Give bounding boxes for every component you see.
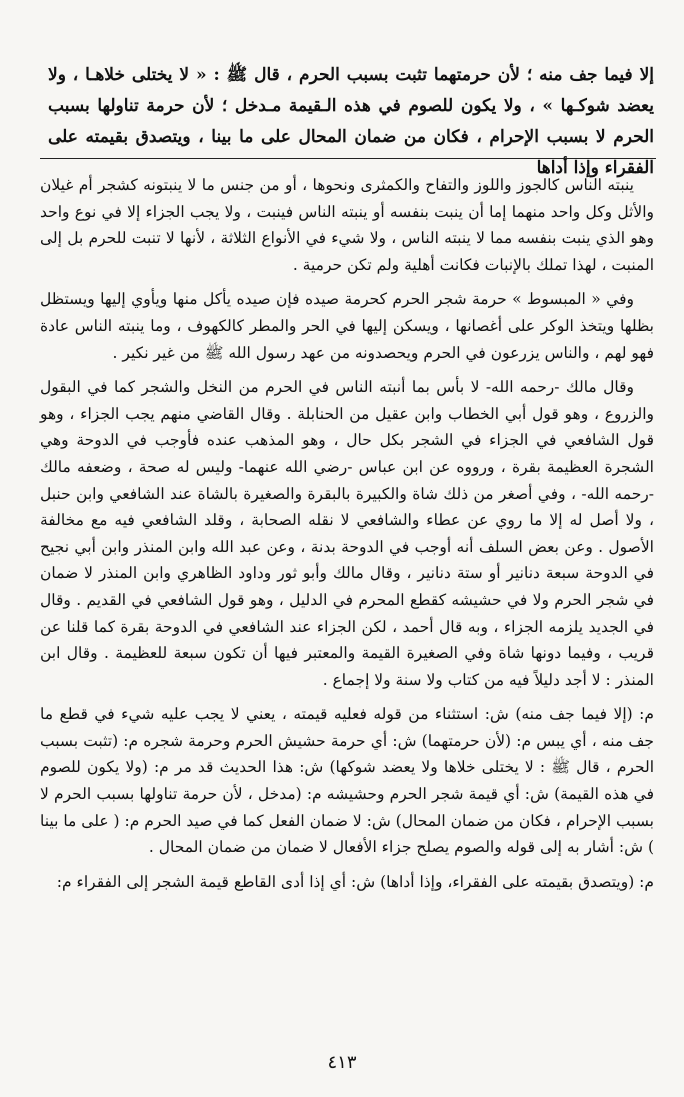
commentary-paragraph-2: وفي « المبسوط » حرمة شجر الحرم كحرمة صيده فإن صيده يأكل منها ويأوي إليها ويستظل بظلها ويتخذ الوكر على أغصانها ، ويسكن إليها في الحر والمطر كالكهوف ، وما ينبته الناس عادة فهو لهم ، والناس يزرعون في الحرم ويحصدونه من عهد رسول الله ﷺ من غير نكير . bbox=[40, 290, 654, 362]
main-text: إلا فيما جف منه ؛ لأن حرمتهما تثبت بسبب الحرم ، قال ﷺ : « لا يختلى خلاهـا ، ولا يعضد شوكـها » ، ولا يكون للصوم في هذه الـقيمة مـدخل ؛ لأن حرمة تناولها بسبب الحرم لا بسبب الإحرام ، فكان من ضمان المحال على ما بينا ، ويتصدق بقيمته على الفقراء وإذا أداها bbox=[48, 65, 654, 178]
commentary-paragraph-4: م: (إلا فيما جف منه) ش: استثناء من قوله فعليه قيمته ، يعني لا يجب عليه شيء في قطع ما جف منه ، أي يبس م: (لأن حرمتهما) ش: أي حرمة حشيش الحرم وحرمة شجره م: (تثبت بسبب الحرم ، قال ﷺ : لا يختلى خلاها ولا يعضد شوكها) ش: هذا الحديث قد مر م: (ولا يكون للصوم في هذه القيمة) ش: أي قيمة شجر الحرم وحشيشه م: (مدخل ، لأن حرمة تناولها بسبب الحرم لا بسبب الإحرام ، فكان من ضمان المحال) ش: لا ضمان الفعل كما في صيد الحرم م: ( على ما بينا ) ش: أشار به إلى قوله والصوم يصلح جزاء الأفعال لا ضمان من ضمان المحال . bbox=[40, 705, 654, 857]
separator-line bbox=[40, 158, 656, 159]
commentary bbox=[40, 172, 654, 903]
commentary-paragraph-3: وقال مالك -رحمه الله- لا بأس بما أنبته الناس في الحرم من النخل والشجر كما في البقول والزروع ، وهو قول أبي الخطاب وابن عقيل من الحنابلة . وقال القاضي منهم يجب الجزاء ، وهو قول الشافعي في الجزاء في الشجر بكل حال ، وهو المذهب عنده فأوجب في الدوحة وهي الشجرة العظيمة بقرة ، ورووه عن ابن عباس -رضي الله عنهما- وليس له صحة ، وضعفه مالك -رحمه الله- ، وفي أصغر من ذلك شاة والكبيرة بالبقرة والصغيرة بالشاة عند الشافعي وابن حنبل ، ولا أصل له إلا ما روي عن عطاء والشافعي لا نقله الصحابة ، وقلد الشافعي فيه مع مخالفة الأصول . وعن بعض السلف أنه أوجب في الدوحة بدنة ، وعن عبد الله وابن المنذر وابن أبي نجيح في الدوحة سبعة دنانير أو ستة دنانير ، وقال مالك وأبو ثور وداود الظاهري وابن المنذر لا ضمان في شجر الحرم ولا في حشيشه كقطع المحرم في الدليل ، وهو قول الشافعي في القديم . وقال في الجديد يلزمه الجزاء ، وبه قال أحمد ، لكن الجزاء عند الشافعي في الدوحة بقرة كما قلنا عن قريب ، وفيما دونها شاة وفي الصغيرة القيمة والمعتبر فيها أن تكون سبعة للعظيمة . وقال ابن المنذر : لا أجد دليلاً فيه من كتاب ولا سنة ولا إجماع . bbox=[40, 378, 654, 689]
commentary-paragraph-1: ينبته الناس كالجوز واللوز والتفاح والكمثرى ونحوها ، أو من جنس ما لا ينبتونه كشجر أم غيلان والأثل وكل واحد منهما إما أن ينبت بنفسه أو ينبته الناس فينبت ، ولا يجب الجزاء إلا في نوع واحد وهو الذي ينبت بنفسه مما لا ينبته الناس ، ولا شيء في الأنواع الثلاثة ، لأنها لا تنبت للحرم بل إلى المنبت ، لهذا تملك بالإنبات فكانت أهلية ولم تكن حرمية . bbox=[40, 176, 655, 274]
commentary-paragraph-5: م: (ويتصدق بقيمته على الفقراء، وإذا أداها) ش: أي إذا أدى القاطع قيمة الشجر إلى الفقراء م: bbox=[56, 872, 654, 891]
page-number: ٤١٣ bbox=[327, 1052, 357, 1073]
